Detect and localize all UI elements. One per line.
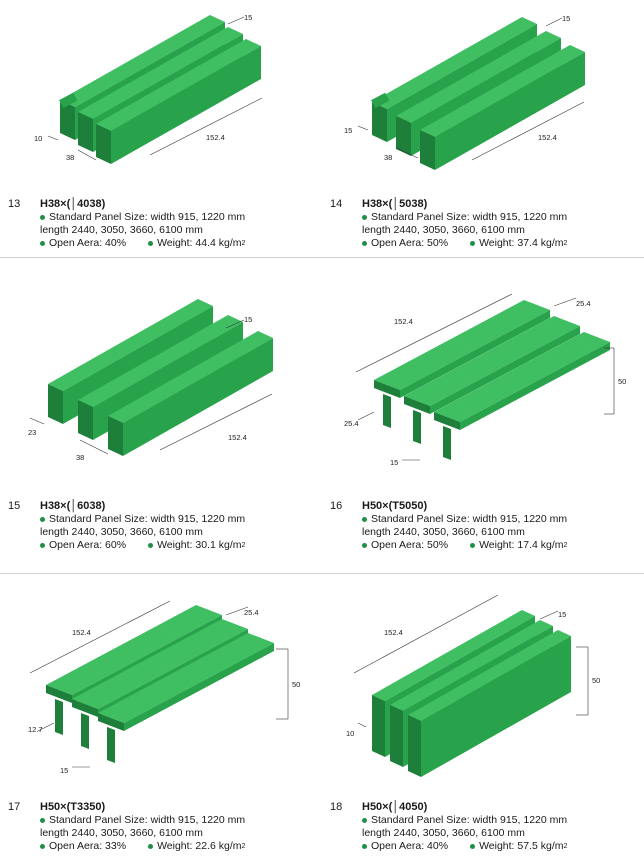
weight-prefix: Weight: bbox=[479, 840, 515, 852]
width-values: 915, 1220 bbox=[500, 513, 547, 525]
width-values: 915, 1220 bbox=[500, 211, 547, 223]
size-prefix: Standard Panel Size: width bbox=[371, 513, 498, 525]
mm-unit: mm bbox=[227, 814, 246, 826]
weight-value: 57.5 bbox=[517, 840, 538, 852]
dim-label-b: 152.4 bbox=[394, 317, 413, 326]
bullet-icon bbox=[40, 241, 45, 246]
mm-unit: mm bbox=[507, 526, 525, 538]
dim-label-d: 10 bbox=[346, 729, 355, 738]
bullet-icon bbox=[362, 215, 367, 220]
product-number: 17 bbox=[8, 801, 21, 813]
dim-label-a: 15 bbox=[244, 13, 253, 22]
weight-unit: kg/m bbox=[540, 237, 564, 249]
dim-label-c: 38 bbox=[384, 153, 393, 162]
product-number: 15 bbox=[8, 500, 21, 512]
open-value: 50% bbox=[427, 237, 449, 249]
open-prefix: Open Aera: bbox=[371, 539, 425, 551]
mm-unit: mm bbox=[227, 211, 246, 223]
product-code: H38×(│5038) bbox=[362, 198, 428, 210]
weight-prefix: Weight: bbox=[479, 539, 515, 551]
size-prefix: Standard Panel Size: width bbox=[49, 814, 176, 826]
weight-value: 30.1 bbox=[195, 539, 216, 551]
weight-sup: 2 bbox=[241, 542, 246, 549]
length-values: 2440, 3050, 3660, 6100 bbox=[71, 224, 183, 236]
length-values: 2440, 3050, 3660, 6100 bbox=[393, 526, 505, 538]
width-values: 915, 1220 bbox=[178, 513, 225, 525]
weight-value: 44.4 bbox=[195, 237, 216, 249]
mm-unit: mm bbox=[549, 513, 568, 525]
bullet-icon bbox=[470, 241, 475, 246]
bullet-icon bbox=[148, 241, 153, 246]
bullet-icon bbox=[362, 818, 367, 823]
bullet-icon bbox=[148, 844, 153, 849]
grating-illustration bbox=[322, 595, 644, 790]
mm-unit: mm bbox=[185, 224, 203, 236]
dim-label-b: 152.4 bbox=[538, 133, 557, 142]
weight-unit: kg/m bbox=[540, 840, 564, 852]
grating-illustration bbox=[0, 0, 322, 195]
weight-unit: kg/m bbox=[540, 539, 564, 551]
product-16 bbox=[322, 290, 644, 577]
bullet-icon bbox=[40, 517, 45, 522]
product-caption bbox=[330, 198, 640, 250]
mm-unit: mm bbox=[507, 827, 525, 839]
dim-label-d: 15 bbox=[344, 126, 353, 135]
bar-group bbox=[59, 15, 261, 164]
bullet-icon bbox=[362, 517, 367, 522]
length-prefix: length bbox=[40, 526, 69, 538]
mm-unit: mm bbox=[227, 513, 246, 525]
product-code: H50×(T3350) bbox=[40, 801, 106, 813]
open-prefix: Open Aera: bbox=[371, 237, 425, 249]
size-prefix: Standard Panel Size: width bbox=[49, 513, 176, 525]
length-values: 2440, 3050, 3660, 6100 bbox=[393, 827, 505, 839]
weight-unit: kg/m bbox=[218, 539, 242, 551]
bullet-icon bbox=[470, 844, 475, 849]
bullet-icon bbox=[362, 241, 367, 246]
weight-prefix: Weight: bbox=[157, 840, 193, 852]
dim-label-a: 15 bbox=[558, 610, 567, 619]
product-13 bbox=[0, 0, 322, 287]
width-values: 915, 1220 bbox=[178, 814, 225, 826]
bullet-icon bbox=[40, 818, 45, 823]
dim-label-b: 152.4 bbox=[384, 628, 403, 637]
dim-label-b: 152.4 bbox=[72, 628, 91, 637]
product-caption bbox=[8, 500, 318, 552]
grating-illustration bbox=[0, 290, 322, 485]
open-prefix: Open Aera: bbox=[49, 539, 103, 551]
dim-label-d: 12.7 bbox=[28, 725, 43, 734]
weight-sup: 2 bbox=[563, 240, 568, 247]
mm-unit: mm bbox=[549, 211, 568, 223]
product-caption bbox=[330, 801, 640, 853]
product-code: H50×(T5050) bbox=[362, 500, 428, 512]
product-14 bbox=[322, 0, 644, 287]
grating-illustration bbox=[0, 595, 322, 790]
length-prefix: length bbox=[362, 224, 391, 236]
row-divider bbox=[0, 257, 644, 258]
open-prefix: Open Aera: bbox=[49, 237, 103, 249]
open-prefix: Open Aera: bbox=[49, 840, 103, 852]
bullet-icon bbox=[40, 844, 45, 849]
size-prefix: Standard Panel Size: width bbox=[49, 211, 176, 223]
dim-label-c: 50 bbox=[618, 377, 627, 386]
product-caption bbox=[8, 801, 318, 853]
length-prefix: length bbox=[362, 526, 391, 538]
dim-label-b: 152.4 bbox=[206, 133, 225, 142]
weight-prefix: Weight: bbox=[157, 237, 193, 249]
weight-sup: 2 bbox=[241, 240, 246, 247]
product-18 bbox=[322, 595, 644, 863]
dim-label-c: 50 bbox=[592, 676, 601, 685]
length-values: 2440, 3050, 3660, 6100 bbox=[393, 224, 505, 236]
dim-label-a: 25.4 bbox=[576, 299, 591, 308]
weight-unit: kg/m bbox=[218, 840, 242, 852]
length-values: 2440, 3050, 3660, 6100 bbox=[71, 827, 183, 839]
weight-sup: 2 bbox=[241, 843, 246, 850]
weight-prefix: Weight: bbox=[479, 237, 515, 249]
product-number: 14 bbox=[330, 198, 343, 210]
dim-label-b: 152.4 bbox=[228, 433, 247, 442]
length-prefix: length bbox=[362, 827, 391, 839]
mm-unit: mm bbox=[185, 827, 203, 839]
dim-label-a: 15 bbox=[562, 14, 571, 23]
product-code: H38×(│6038) bbox=[40, 500, 106, 512]
weight-value: 17.4 bbox=[517, 539, 538, 551]
grating-illustration bbox=[322, 290, 644, 485]
dim-label-d: 10 bbox=[34, 134, 43, 143]
product-code: H38×(│4038) bbox=[40, 198, 106, 210]
product-code: H50×(│4050) bbox=[362, 801, 428, 813]
dim-label-d: 25.4 bbox=[344, 419, 359, 428]
weight-value: 22.6 bbox=[195, 840, 216, 852]
product-caption bbox=[8, 198, 318, 250]
bullet-icon bbox=[362, 543, 367, 548]
dim-label-d: 23 bbox=[28, 428, 37, 437]
open-value: 40% bbox=[427, 840, 449, 852]
width-values: 915, 1220 bbox=[500, 814, 547, 826]
open-value: 33% bbox=[105, 840, 127, 852]
product-17 bbox=[0, 595, 322, 863]
bullet-icon bbox=[470, 543, 475, 548]
bullet-icon bbox=[40, 215, 45, 220]
width-values: 915, 1220 bbox=[178, 211, 225, 223]
open-value: 50% bbox=[427, 539, 449, 551]
open-value: 40% bbox=[105, 237, 127, 249]
grating-illustration bbox=[322, 0, 644, 195]
dim-label-c: 50 bbox=[292, 680, 301, 689]
mm-unit: mm bbox=[507, 224, 525, 236]
product-number: 18 bbox=[330, 801, 343, 813]
row-divider bbox=[0, 573, 644, 574]
product-number: 13 bbox=[8, 198, 21, 210]
length-prefix: length bbox=[40, 224, 69, 236]
product-number: 16 bbox=[330, 500, 343, 512]
size-prefix: Standard Panel Size: width bbox=[371, 814, 498, 826]
product-caption bbox=[330, 500, 640, 552]
mm-unit: mm bbox=[185, 526, 203, 538]
bullet-icon bbox=[362, 844, 367, 849]
dim-label-a: 25.4 bbox=[244, 608, 259, 617]
open-prefix: Open Aera: bbox=[371, 840, 425, 852]
dim-label-e: 15 bbox=[60, 766, 69, 775]
weight-value: 37.4 bbox=[517, 237, 538, 249]
size-prefix: Standard Panel Size: width bbox=[371, 211, 498, 223]
weight-prefix: Weight: bbox=[157, 539, 193, 551]
dim-label-a: 15 bbox=[244, 315, 253, 324]
dim-label-e: 15 bbox=[390, 458, 399, 467]
open-value: 60% bbox=[105, 539, 127, 551]
weight-sup: 2 bbox=[563, 542, 568, 549]
length-prefix: length bbox=[40, 827, 69, 839]
product-15 bbox=[0, 290, 322, 577]
weight-unit: kg/m bbox=[218, 237, 242, 249]
dim-label-c: 38 bbox=[66, 153, 75, 162]
weight-sup: 2 bbox=[563, 843, 568, 850]
bullet-icon bbox=[40, 543, 45, 548]
length-values: 2440, 3050, 3660, 6100 bbox=[71, 526, 183, 538]
dim-label-c: 38 bbox=[76, 453, 85, 462]
mm-unit: mm bbox=[549, 814, 568, 826]
bullet-icon bbox=[148, 543, 153, 548]
